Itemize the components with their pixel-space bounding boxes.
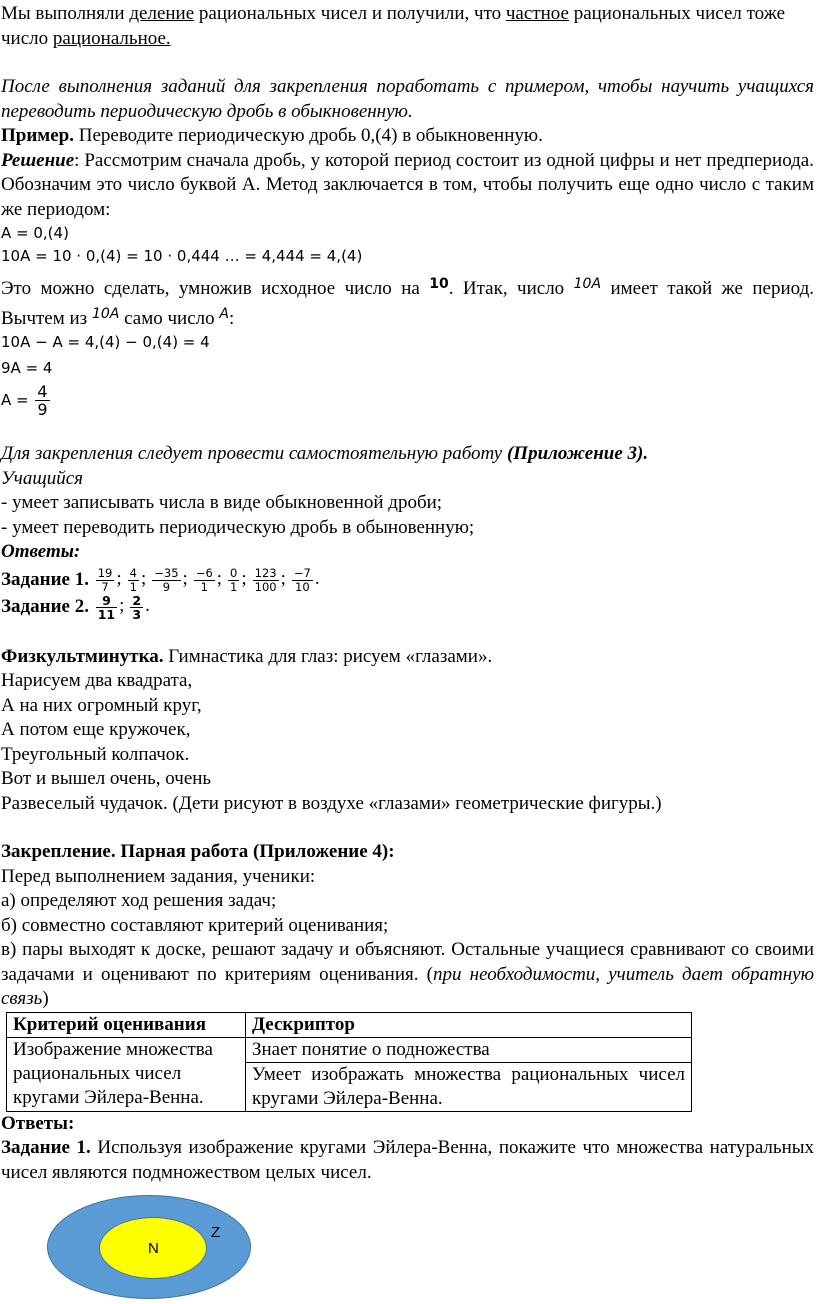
pair-heading: Закрепление. Парная работа (Приложение 4): [1,841,395,862]
poem-line: А на них огромный круг, [1,694,202,716]
task2-fraction [96,594,117,621]
fraction-separator: ; [116,568,122,590]
venn-task-text: Используя изображение кругами Эйлера-Венна, покажите что множества натуральных чисел являются подмножеством целых чисел. [1,1137,814,1183]
poem-line: Развеселый чудачок. (Дети рисуют в воздухе «глазами» геометрические фигуры.) [1,792,662,814]
poem-line: Треугольный колпачок. [1,743,190,765]
skill-1: - умеет записывать числа в виде обыкновенной дроби; [1,492,443,513]
pair-step-c-text: ) [42,988,49,1009]
intro-paragraph [1,2,814,51]
task-note: После выполнения заданий для закрепления поработать с примером, чтобы научить учащихся переводить периодическую дробь в обыкновенную. [1,76,814,122]
example-text: Переводите периодическую дробь 0,(4) в обыкновенную. [74,125,543,146]
task1-fraction-list [94,565,320,594]
table-row [7,1037,692,1062]
task2-label: Задание 2. [1,595,94,617]
task1-answers [1,567,814,594]
fraction-numerator: 9 [96,594,117,608]
fraction-denominator: 1 [200,579,208,594]
phys-text: Гимнастика для глаз: рисуем «глазами». [163,645,493,667]
table-header-descriptor: Дескриптор [246,1012,692,1037]
fraction-separator: ; [140,568,147,590]
skill-2: - умеет переводить периодическую дробь в обыновенную; [1,516,475,538]
fraction-separator: . [314,568,320,590]
equation-3: 10A − A = 4,(4) − 0,(4) = 4 [1,333,210,351]
math-a: A [219,305,229,322]
task1-fraction [292,567,313,594]
pair-step-a: а) определяют ход решения задач; [1,890,277,911]
fraction-denominator: 1 [230,579,238,594]
solution-paragraph [1,149,814,223]
term-quotient: частное [505,3,569,24]
answers-label-2: Ответы: [1,1112,75,1134]
multiply-text: Это можно сделать, умножив исходное число на [1,278,430,299]
fraction-denominator: 1 [129,579,137,594]
fraction-numerator: −35 [154,565,179,580]
solution-text: : Рассмотрим сначала дробь, у которой период состоит из одной цифры и нет предпериода. Обозначим это число буквой А. Метод заключается в том, чтобы получить еще одно число с таким же периодом: [1,149,814,220]
math-10a: 10A [91,305,120,322]
multiply-text: имеет такой же период. Вычтем из [1,278,815,329]
venn-task [1,1136,814,1185]
pair-feedback-note: при необходимости, учитель дает обратную связь [1,963,814,1009]
fraction-separator: . [145,595,150,617]
independent-work [1,442,814,467]
fraction-denominator: 3 [132,606,142,622]
example-line [1,124,814,149]
fraction-denominator: 100 [254,579,277,594]
phys-label: Физкультминутка. [1,645,164,667]
student-label: Учащийся [1,467,83,489]
pair-step-c-text: в) пары выходят к доске, решают задачу и объясняют. Остальные учащиеся сравнивают со своими задачами и оценивают по критериям оценивания. ( [1,939,814,985]
example-label: Пример. [1,125,74,146]
multiply-paragraph [1,272,814,331]
fraction-numerator: 2 [132,592,142,608]
fraction-denominator: 7 [101,579,109,594]
poem-line: Вот и вышел очень, очень [1,768,212,789]
fraction-4-9 [35,383,49,418]
fraction-separator: ; [280,568,286,590]
fraction-denominator: 9 [37,400,48,419]
math-ten: 10 [429,276,449,292]
poem-line: А потом еще кружочек, [1,719,191,740]
fraction-numerator: 4 [129,565,137,580]
fraction-numerator: 4 [37,382,48,401]
task1-fraction [128,567,139,594]
answers-label: Ответы: [1,541,81,562]
task1-fraction [96,567,115,594]
set-z-label: Z [211,1224,221,1241]
pair-intro: Перед выполнением задания, ученики: [1,865,316,887]
table-header-row [7,1012,692,1037]
task2-fraction [130,594,143,621]
venn-task-label: Задание 1. [1,1137,91,1158]
intro-text: рациональных чисел и получили, что [194,3,506,24]
criteria-table [6,1012,692,1112]
term-division: деление [129,3,195,24]
fraction-separator: ; [119,595,125,617]
fraction-numerator: −6 [195,565,213,580]
equation-5-lhs: A = [1,391,34,409]
fraction-numerator: 0 [230,565,238,580]
term-rational: рациональное. [52,27,171,49]
intro-text: Мы выполняли [1,3,130,24]
task1-fraction [194,567,215,594]
task2-answers [1,594,814,621]
table-header-criterion: Критерий оценивания [7,1012,246,1037]
multiply-text: само число [119,307,220,329]
fraction-denominator: 10 [295,579,310,594]
multiply-text: : [228,307,235,329]
intro-text: рациональных чисел тоже число [1,3,785,49]
fraction-numerator: 123 [254,565,277,580]
set-n-label: N [148,1240,159,1257]
criterion-cell: Изображение множества рациональных чисел кругами Эйлера-Венна. [7,1037,246,1111]
venn-diagram [1,1185,814,1295]
fraction-separator: ; [216,568,223,590]
math-10a: 10A [573,276,602,292]
pair-step-b: б) совместно составляют критерий оценивания; [1,914,389,936]
fraction-separator: ; [241,568,247,590]
fraction-denominator: 11 [97,606,116,622]
equation-5 [1,383,814,418]
task1-label: Задание 1. [1,568,94,590]
poem-line: Нарисуем два квадрата, [1,670,193,691]
pair-step-c [1,938,814,1012]
multiply-text: . Итак, число [448,278,574,299]
fraction-numerator: 19 [97,565,113,580]
appendix-3-ref: (Приложение 3). [506,443,649,464]
phys-heading [1,645,814,670]
descriptor-cell: Умеет изображать множества рациональных чисел кругами Эйлера-Венна. [246,1062,692,1111]
equation-4: 9A = 4 [1,359,53,377]
fraction-numerator: −7 [293,565,311,580]
equation-2: 10A = 10 · 0,(4) = 10 · 0,444 … = 4,444 = 4,(4) [1,247,363,265]
descriptor-cell: Знает понятие о подножества [246,1037,692,1062]
task2-fraction-list [94,592,150,622]
task1-fraction [253,567,279,594]
fraction-denominator: 9 [162,579,171,594]
independent-text: Для закрепления следует провести самостоятельную работу [1,443,507,464]
fraction-separator: ; [182,568,188,590]
task1-fraction [228,567,239,594]
equation-1: A = 0,(4) [1,224,69,242]
task1-fraction [152,567,180,594]
solution-label: Решение [1,149,75,171]
